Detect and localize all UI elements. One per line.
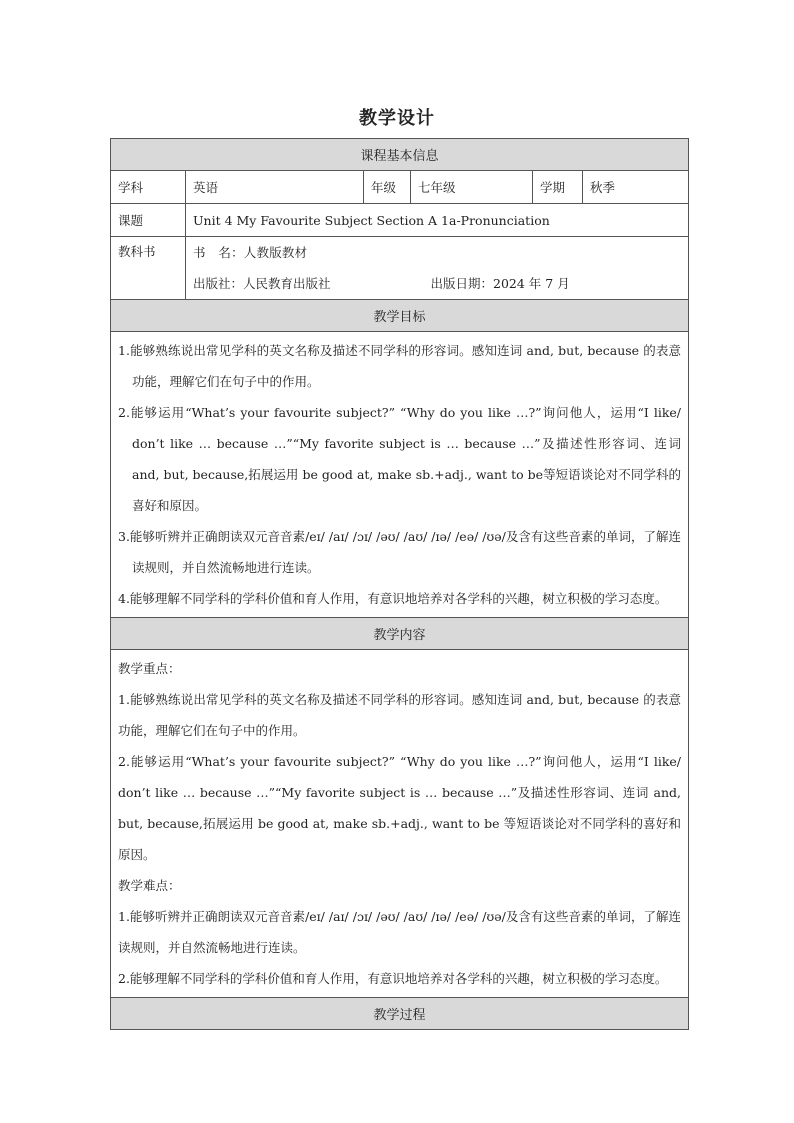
difficult-points-label: 教学难点： <box>118 878 181 893</box>
objectives-row <box>111 332 689 618</box>
subject-row <box>111 171 689 204</box>
document-title: 教学设计 <box>359 108 435 129</box>
publish-date: 出版日期：2024 年 7 月 <box>430 276 570 291</box>
objective-item: 2.能够运用“What’s your favourite subject?” “Why do you like …?”询问他人，运用“I like/ don’t like … because …”“My favorite subject is … because …”及描述性形容词、连词 and, but, because,拓展运用 be good at, make sb.+adj., want to be等短语谈论对不同学科的喜好和原因。 <box>118 405 682 513</box>
objective-item: 4.能够理解不同学科的学科价值和育人作用，有意识地培养对各学科的兴趣，树立积极的学习态度。 <box>118 591 668 606</box>
key-point-item: 1.能够熟练说出常见学科的英文名称及描述不同学科的形容词。感知连词 and, but, because 的表意功能，理解它们在句子中的作用。 <box>118 692 682 738</box>
term-label: 学期 <box>533 171 583 204</box>
textbook-row <box>111 237 689 300</box>
topic-value: Unit 4 My Favourite Subject Section A 1a-Pronunciation <box>186 204 689 237</box>
grade-label: 年级 <box>364 171 411 204</box>
objectives-header: 教学目标 <box>111 300 689 332</box>
textbook-label: 教科书 <box>111 237 186 300</box>
content-body <box>111 650 689 998</box>
process-header-row <box>111 998 689 1030</box>
subject-value: 英语 <box>186 171 364 204</box>
content-header: 教学内容 <box>111 618 689 650</box>
content-row <box>111 650 689 998</box>
grade-value: 七年级 <box>411 171 533 204</box>
book-name: 书 名：人教版教材 <box>193 245 308 260</box>
objectives-header-row <box>111 300 689 332</box>
topic-label: 课题 <box>111 204 186 237</box>
term-value: 秋季 <box>583 171 689 204</box>
difficult-point-item: 2.能够理解不同学科的学科价值和育人作用，有意识地培养对各学科的兴趣，树立积极的学习态度。 <box>118 971 668 986</box>
textbook-info <box>186 237 689 300</box>
publisher: 出版社：人民教育出版社 <box>193 276 331 291</box>
objective-item: 3.能够听辨并正确朗读双元音音素/eɪ/ /aɪ/ /ɔɪ/ /əʊ/ /aʊ/ /ɪə/ /eə/ /ʊə/及含有这些音素的单词，了解连读规则，并自然流畅地进行连读。 <box>118 529 682 575</box>
difficult-point-item: 1.能够听辨并正确朗读双元音音素/eɪ/ /aɪ/ /ɔɪ/ /əʊ/ /aʊ/ /ɪə/ /eə/ /ʊə/及含有这些音素的单词，了解连读规则，并自然流畅地进行连读。 <box>118 909 682 955</box>
key-points-label: 教学重点： <box>118 661 181 676</box>
topic-row <box>111 204 689 237</box>
key-point-item: 2.能够运用“What’s your favourite subject?” “Why do you like …?”询问他人，运用“I like/ don’t like … because …”“My favorite subject is … because …”及描述性形容词、连词 and, but, because,拓展运用 be good at, make sb.+adj., want to be 等短语谈论对不同学科的喜好和原因。 <box>118 754 682 862</box>
publish-line <box>193 268 681 299</box>
basic-info-header: 课程基本信息 <box>111 139 689 171</box>
basic-info-header-row <box>111 139 689 171</box>
process-header: 教学过程 <box>111 998 689 1030</box>
objectives-list <box>111 332 689 618</box>
subject-label: 学科 <box>111 171 186 204</box>
content-header-row <box>111 618 689 650</box>
lesson-plan-table <box>110 138 689 1030</box>
objective-item: 1.能够熟练说出常见学科的英文名称及描述不同学科的形容词。感知连词 and, but, because 的表意功能，理解它们在句子中的作用。 <box>118 343 682 389</box>
